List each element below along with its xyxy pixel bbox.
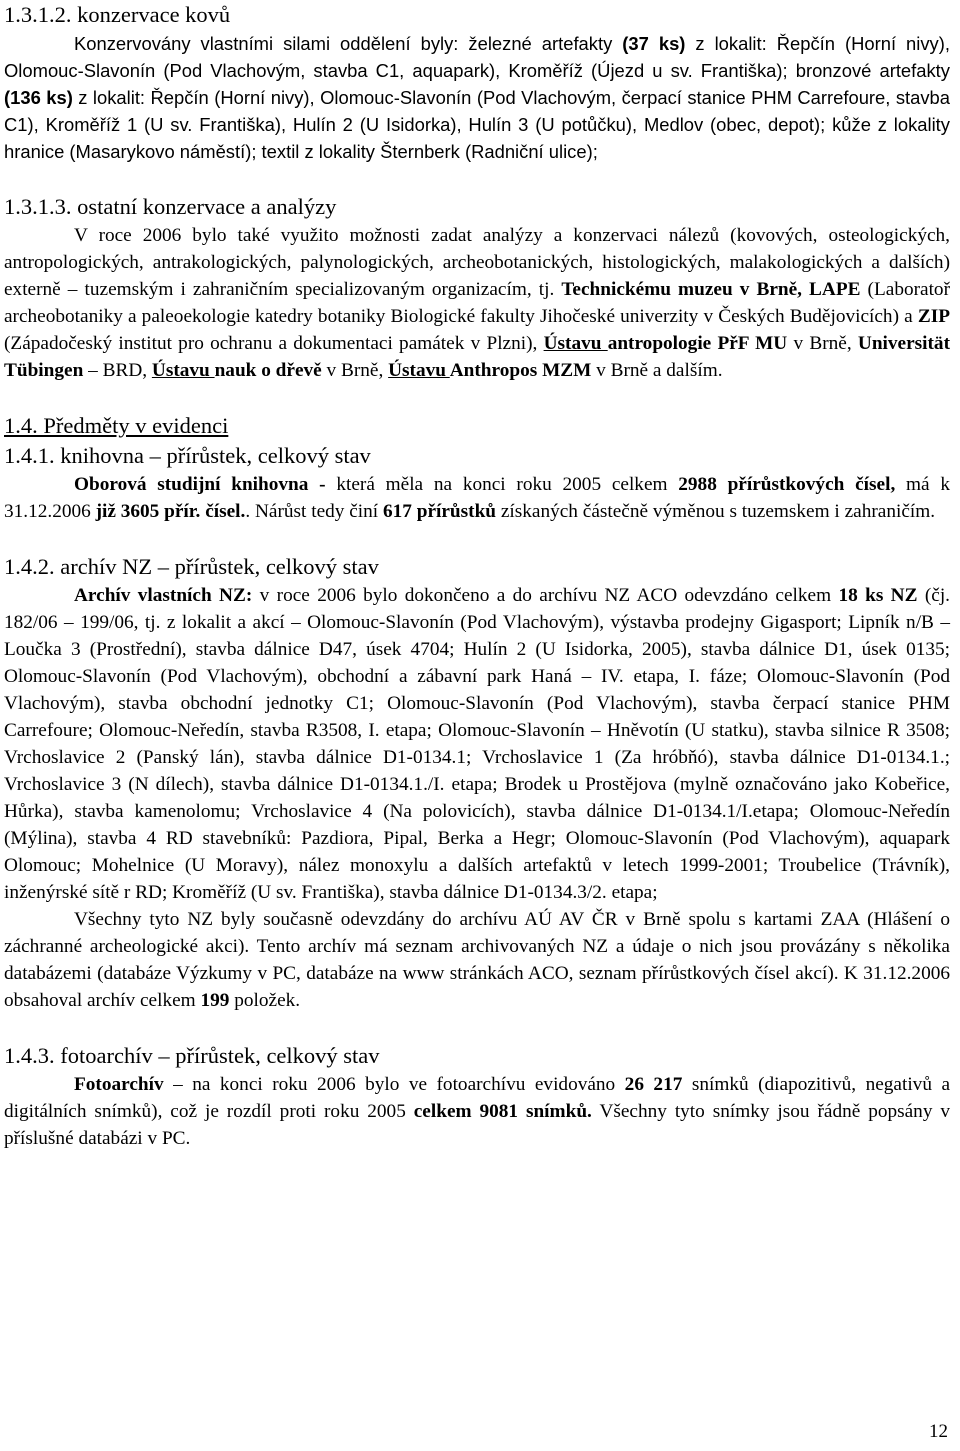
paragraph-metal-conservation: Konzervovány vlastními silami oddělení byly: železné artefakty (37 ks) z lokalit: Řepčín (Horní nivy), Olomouc-Slavonín (Pod Vlachovým, stavba C1, aquapark), Kroměříž (Újezd u sv. Františka); bronzové artefakty (136 ks) z lokalit: Řepčín (Horní nivy), Olomouc-Slavonín (Pod Vlachovým, čerpací stanice PHM Carrefoure, stavba C1), Kroměříž 1 (U sv. Františka), Hulín 2 (U Isidorka), Hulín 3 (U potůčku), Medlov (obec, depot); kůže z lokality hranice (Masarykovo náměstí); textil z lokality Šternberk (Radniční ulice); — [4, 33, 951, 162]
document-page — [4, 0, 950, 1152]
paragraph-archive-summary: Všechny tyto NZ byly současně odevzdány do archívu AÚ AV ČR v Brně spolu s kartami ZAA (Hlášení o záchranné archeologické akci). Tento archív má seznam archivovaných NZ a údaje o nich jsou provázány s několika databázemi (databáze Výzkumy v PC, databáze na www stránkách ACO, seznam přírůstkových čísel akcí). K 31.12.2006 obsahoval archív celkem 199 položek. — [4, 909, 950, 1011]
section-heading-other-conservation: 1.3.1.3. ostatní konzervace a analýzy — [4, 194, 337, 219]
section-heading-archive: 1.4.2. archív NZ – přírůstek, celkový stav — [4, 554, 379, 579]
section-heading-metal-conservation: 1.3.1.2. konzervace kovů — [4, 2, 231, 27]
section-heading-photo-archive: 1.4.3. fotoarchív – přírůstek, celkový stav — [4, 1043, 380, 1068]
paragraph-library: Oborová studijní knihovna - která měla na konci roku 2005 celkem 2988 přírůstkových čísel, má k 31.12.2006 již 3605 přír. čísel.. Nárůst tedy činí 617 přírůstků získaných částečně výměnou s tuzemskem i zahraničím. — [4, 474, 950, 522]
paragraph-archive-list: Archív vlastních NZ: v roce 2006 bylo dokončeno a do archívu NZ ACO odevzdáno celkem 18 ks NZ (čj. 182/06 – 199/06, tj. z lokalit a akcí – Olomouc-Slavonín (Pod Vlachovým), výstavba prodejny Gigasport; Lipník n/B – Loučka 3 (Prostřední), stavba dálnice D47, úsek 4704; Hulín 2 (U Isidorka, 2005), stavba dálnice D1, úsek 0135; Olomouc-Slavonín (Pod Vlachovým), obchodní a zábavní park Haná – IV. etapa, I. fáze; Olomouc-Slavonín (Pod Vlachovým), stavba obchodní jednotky C1; Olomouc-Slavonín (Pod Vlachovým), stavba čerpací stanice PHM Carrefoure; Olomouc-Neředín, stavba R3508, I. etapa; Olomouc-Slavonín – Hněvotín (U statku), stavba silnice R 3508; Vrchoslavice 2 (Panský lán), stavba dálnice D1-0134.1; Vrchoslavice 1 (Za hróbňó), stavba dálnice D1-0134.1.; Vrchoslavice 3 (N dílech), stavba dálnice D1-0134.1./I. etapa; Brodek u Prostějova (mylně označováno jako Kobeřice, Hůrka), stavba kamenolomu; Vrchoslavice 4 (Na polovicích), stavba dálnice D1-0134.1/I.etapa; Olomouc-Neředín (Mýlina), stavba 4 RD stavebníků: Pazdiora, Pipal, Berka a Hegr; Olomouc-Slavonín (Pod Vlachovým), aquapark Olomouc; Mohelnice (U Moravy), nález monoxylu a dalších artefaktů v letech 1999-2001; Troubelice (Trávník), inženýrské sítě r RD; Kroměříž (U sv. Františka), stavba dálnice D1-0134.3/2. etapa; — [4, 585, 951, 903]
section-heading-inventory: 1.4. Předměty v evidenci — [4, 413, 229, 438]
page-number: 12 — [929, 1421, 948, 1442]
paragraph-other-conservation: V roce 2006 bylo také využito možnosti zadat analýzy a konzervaci nálezů (kovových, osteologických, antropologických, antrakologických, palynologických, archeobotanických, histologických, malakologických a dalších) externě – tuzemským i zahraničním specializovaným organizacím, tj. Technickému muzeu v Brně, LAPE (Laboratoř archeobotaniky a paleoekologie katedry botaniky Biologické fakulty Jihočeské univerzity v Českých Budějovicích) a ZIP (Západočeský institut pro ochranu a dokumentaci památek v Plzni), Ústavu antropologie PřF MU v Brně, Universität Tübingen – BRD, Ústavu nauk o dřevě v Brně, Ústavu Anthropos MZM v Brně a dalším. — [4, 225, 950, 381]
paragraph-photo-archive: Fotoarchív – na konci roku 2006 bylo ve fotoarchívu evidováno 26 217 snímků (diapozitivů, negativů a digitálních snímků), což je rozdíl proti roku 2005 celkem 9081 snímků. Všechny tyto snímky jsou řádně popsány v příslušné databázi v PC. — [4, 1074, 951, 1149]
section-heading-library: 1.4.1. knihovna – přírůstek, celkový stav — [4, 443, 371, 468]
